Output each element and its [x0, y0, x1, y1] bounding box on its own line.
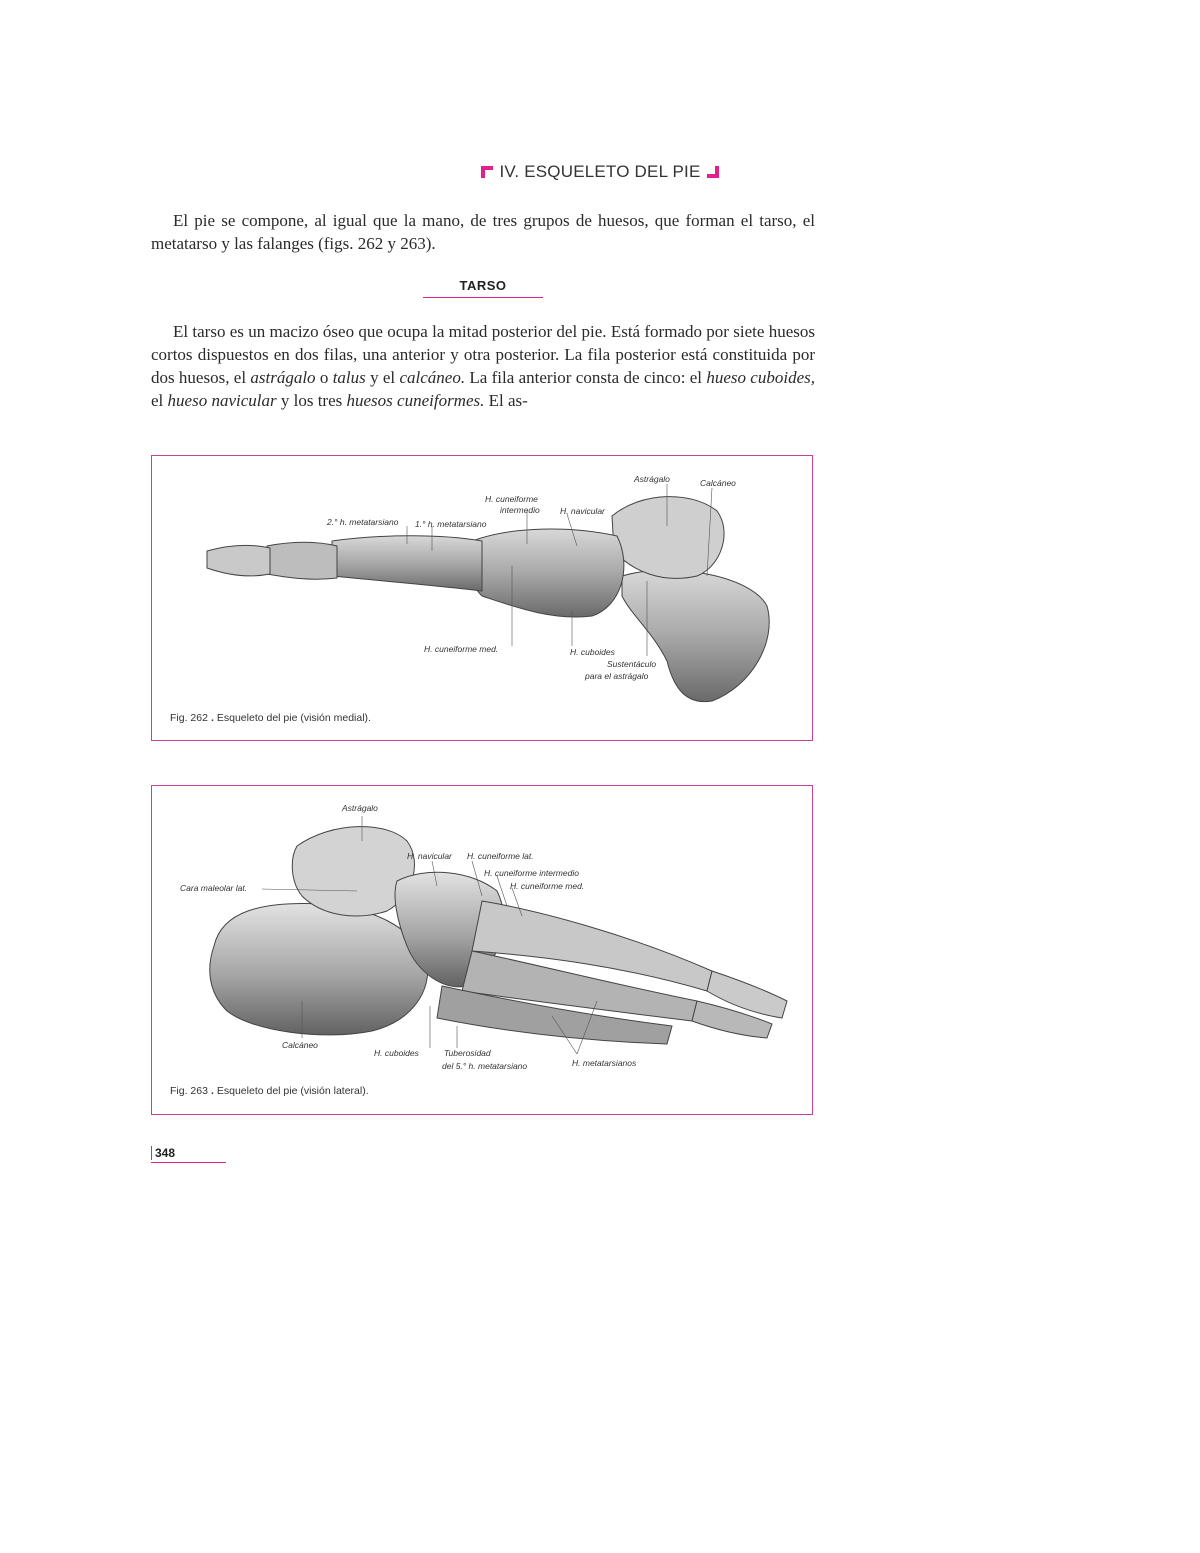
tarso-paragraph	[151, 320, 815, 412]
term-calcaneo: calcáneo.	[399, 368, 466, 387]
chapter-title: IV. ESQUELETO DEL PIE	[499, 162, 701, 181]
figure-263-number: Fig. 263	[170, 1085, 208, 1097]
tarso-text-6: y los tres	[276, 391, 347, 410]
term-astragalo: astrágalo	[250, 368, 316, 387]
tarso-text-5: el	[151, 391, 168, 410]
tarso-text-3: y el	[365, 368, 400, 387]
label-cuneiforme-intermedio: H. cuneiforme intermedio	[484, 868, 579, 878]
label-astragalo: Astrágalo	[634, 474, 670, 484]
figure-262-caption-text: Esqueleto del pie (visión medial).	[216, 712, 371, 724]
label-sustentaculo-2: para el astrágalo	[585, 671, 649, 681]
figure-263-caption-text: Esqueleto del pie (visión lateral).	[216, 1085, 369, 1097]
intro-paragraph: El pie se compone, al igual que la mano, de tres grupos de huesos, que forman el tarso, el metatarso y las falanges (figs. 262 y 263).	[151, 211, 815, 253]
figure-262-number: Fig. 262	[170, 712, 208, 724]
label-cuneiforme-intermedio-1: H. cuneiforme	[485, 494, 538, 504]
figure-263-caption	[170, 1085, 369, 1097]
label-cuneiforme-med: H. cuneiforme med.	[510, 881, 585, 891]
section-title: TARSO	[459, 278, 507, 293]
page-number-rule	[151, 1162, 226, 1163]
figure-262	[151, 455, 813, 741]
heading-bracket-close-icon	[707, 166, 719, 178]
term-hueso-cuboides: hueso cuboides,	[706, 368, 815, 387]
tarso-text-4: La fila anterior consta de cinco: el	[465, 368, 707, 387]
section-underline	[423, 297, 543, 298]
label-sustentaculo-1: Sustentáculo	[607, 659, 657, 669]
label-cuboides: H. cuboides	[374, 1048, 419, 1058]
figure-262-caption	[170, 712, 371, 724]
label-navicular: H. navicular	[560, 506, 605, 516]
label-cuneiforme-intermedio-2: intermedio	[500, 505, 540, 515]
label-metatarsianos: H. metatarsianos	[572, 1058, 637, 1068]
heading-bracket-open-icon	[481, 166, 493, 178]
label-cuboides: H. cuboides	[570, 647, 615, 657]
label-cuneiforme-lat: H. cuneiforme lat.	[467, 851, 534, 861]
caption-dot: .	[210, 712, 214, 724]
tarso-text-7: El as-	[484, 391, 528, 410]
caption-dot: .	[210, 1085, 214, 1097]
tarso-text-2: o	[315, 368, 333, 387]
label-navicular: H. navicular	[407, 851, 452, 861]
term-talus: talus	[332, 368, 366, 387]
term-hueso-navicular: hueso navicular	[167, 391, 277, 410]
label-cuneiforme-med: H. cuneiforme med.	[424, 644, 499, 654]
label-cara-maleolar: Cara maleolar lat.	[180, 883, 248, 893]
term-huesos-cuneiformes: huesos cuneiformes.	[346, 391, 485, 410]
label-astragalo: Astrágalo	[342, 803, 378, 813]
label-calcaneo: Calcáneo	[700, 478, 736, 488]
foot-medial-illustration	[152, 456, 812, 740]
label-tuberosidad-2: del 5.° h. metatarsiano	[442, 1061, 528, 1071]
tarso-text-1: El tarso es un macizo óseo que ocupa la mitad posterior del pie. Está formado por siete huesos cortos dispuestos en dos filas, una anterior y otra posterior. La fila posterior está constituida por dos huesos, el	[151, 322, 815, 387]
page-number: 348	[151, 1146, 175, 1160]
label-metatarsiano-2: 2.° h. metatarsiano	[327, 517, 399, 527]
label-calcaneo: Calcáneo	[282, 1040, 318, 1050]
chapter-heading	[0, 162, 1200, 182]
label-metatarsiano-1: 1.° h. metatarsiano	[415, 519, 487, 529]
label-tuberosidad-1: Tuberosidad	[444, 1048, 491, 1058]
figure-263	[151, 785, 813, 1115]
foot-lateral-illustration	[152, 786, 812, 1114]
